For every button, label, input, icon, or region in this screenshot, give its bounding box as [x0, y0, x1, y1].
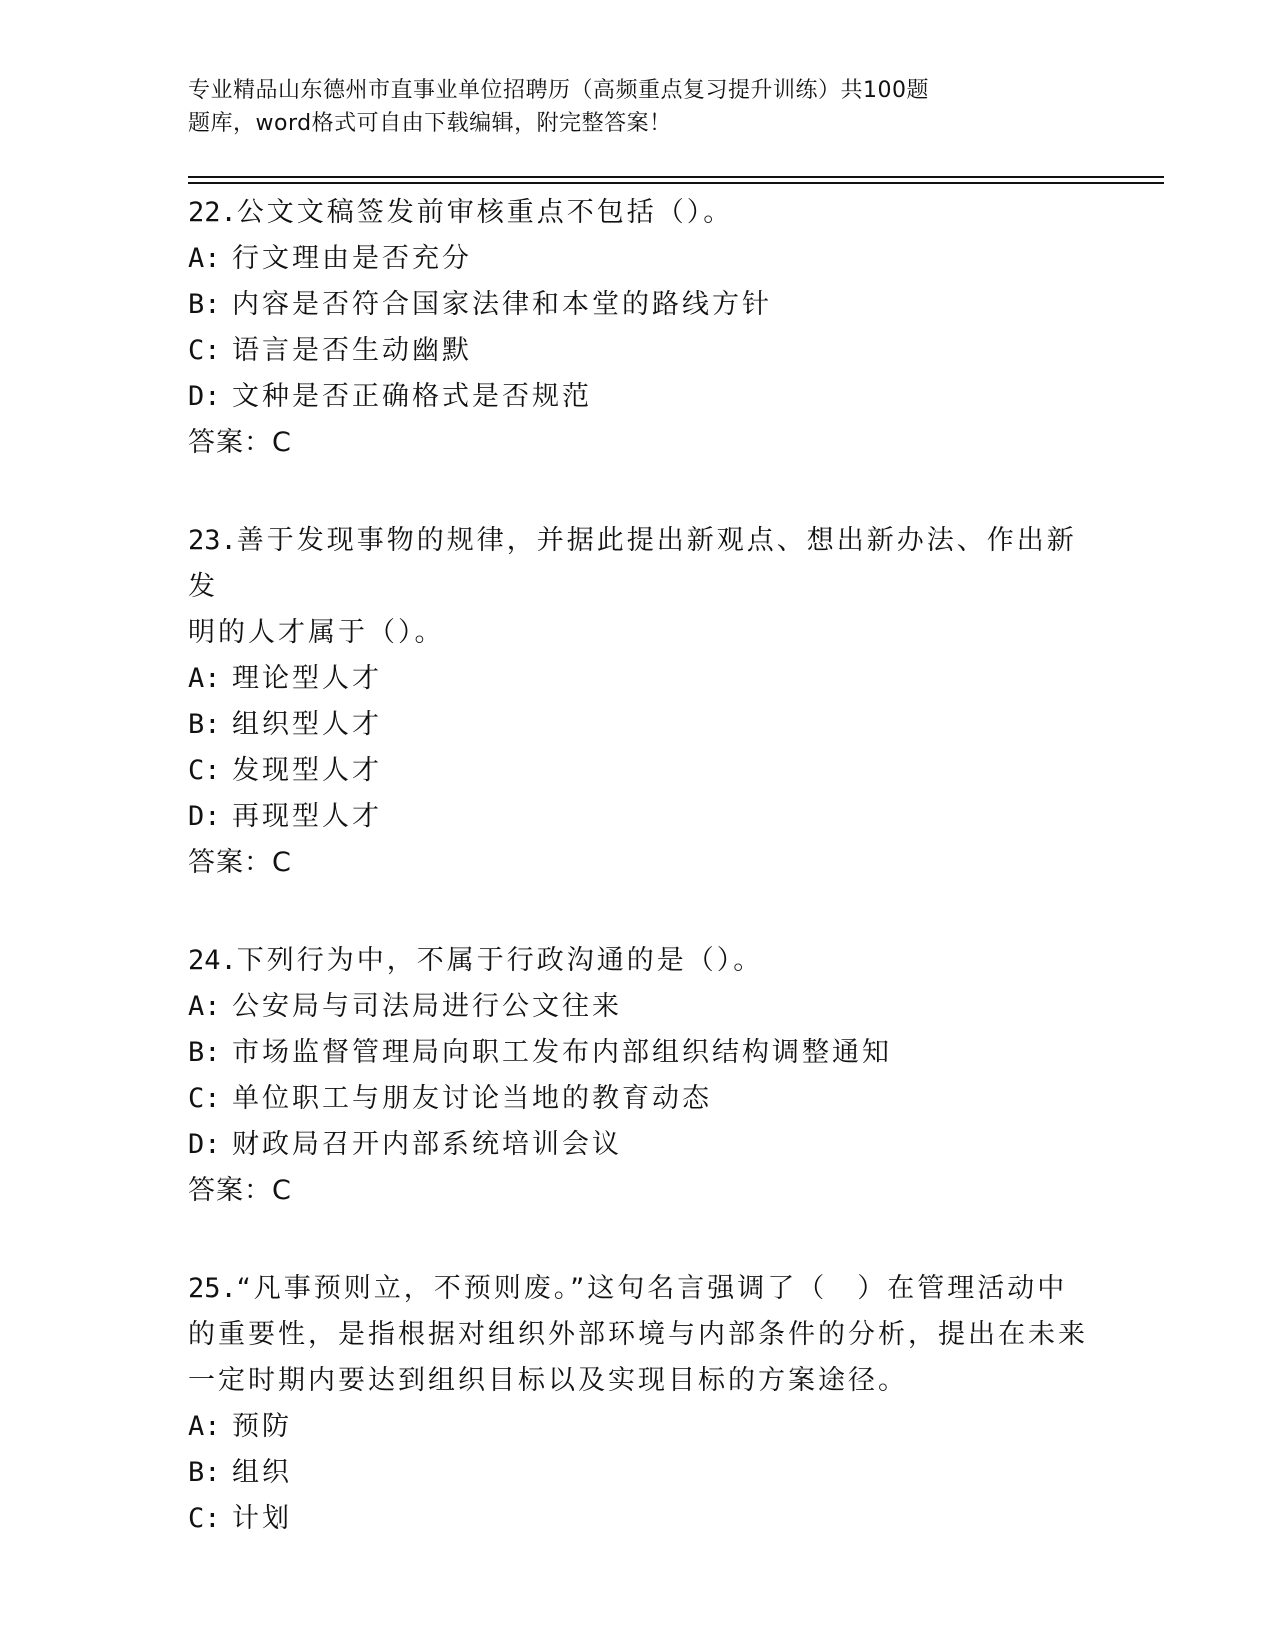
header-divider-top: [188, 176, 1164, 178]
option-text: 计划: [232, 1503, 292, 1534]
option-b: [188, 1030, 1088, 1076]
answer-line: 答案：C: [188, 847, 292, 878]
header-divider-bottom: [188, 182, 1164, 184]
option-a: [188, 236, 1088, 282]
option-c: [188, 1496, 1088, 1542]
option-d: [188, 374, 1088, 420]
option-d: [188, 794, 1088, 840]
option-key: C:: [188, 1083, 221, 1114]
option-key: C:: [188, 335, 221, 366]
option-b: [188, 702, 1088, 748]
question-text: 下列行为中，不属于行政沟通的是（）。: [236, 945, 764, 976]
option-key: B:: [188, 1457, 221, 1488]
option-a: [188, 656, 1088, 702]
option-key: B:: [188, 1037, 221, 1068]
option-key: D:: [188, 381, 221, 412]
question-number: 25.: [188, 1273, 237, 1304]
question-number: 23.: [188, 525, 237, 556]
answer-line: 答案：C: [188, 1175, 292, 1206]
question-22: [188, 190, 1088, 466]
option-text: 语言是否生动幽默: [232, 335, 472, 366]
option-b: [188, 282, 1088, 328]
question-stem-continued: 一定时期内要达到组织目标以及实现目标的方案途径。: [188, 1365, 908, 1396]
option-key: A:: [188, 1411, 221, 1442]
option-text: 财政局召开内部系统培训会议: [232, 1129, 622, 1160]
option-key: A:: [188, 243, 221, 274]
option-text: 预防: [232, 1411, 292, 1442]
option-key: A:: [188, 991, 221, 1022]
option-text: 内容是否符合国家法律和本堂的路线方针: [232, 289, 772, 320]
question-23: [188, 518, 1088, 886]
question-text: 公文文稿签发前审核重点不包括（）。: [236, 197, 734, 228]
option-key: B:: [188, 289, 221, 320]
option-text: 发现型人才: [232, 755, 382, 786]
option-d: [188, 1122, 1088, 1168]
option-c: [188, 328, 1088, 374]
option-text: 组织: [232, 1457, 292, 1488]
question-24: [188, 938, 1088, 1214]
option-a: [188, 1404, 1088, 1450]
option-text: 组织型人才: [232, 709, 382, 740]
question-text: 善于发现事物的规律，并据此提出新观点、想出新办法、作出新发: [188, 525, 1077, 602]
question-number: 22.: [188, 197, 237, 228]
option-text: 公安局与司法局进行公文往来: [232, 991, 622, 1022]
option-text: 单位职工与朋友讨论当地的教育动态: [232, 1083, 712, 1114]
option-key: A:: [188, 663, 221, 694]
option-text: 再现型人才: [232, 801, 382, 832]
question-stem: [188, 190, 1088, 236]
option-c: [188, 1076, 1088, 1122]
question-25: [188, 1266, 1088, 1542]
option-b: [188, 1450, 1088, 1496]
header-line-1: 专业精品山东德州市直事业单位招聘历（高频重点复习提升训练）共100题: [188, 78, 929, 103]
option-c: [188, 748, 1088, 794]
option-text: 理论型人才: [232, 663, 382, 694]
question-stem-continued: 的重要性，是指根据对组织外部环境与内部条件的分析，提出在未来: [188, 1319, 1088, 1350]
question-text: “凡事预则立，不预则废。”这句名言强调了（ ）在管理活动中: [236, 1273, 1068, 1304]
option-key: C:: [188, 755, 221, 786]
option-key: B:: [188, 709, 221, 740]
answer-line: 答案：C: [188, 427, 292, 458]
option-text: 文种是否正确格式是否规范: [232, 381, 592, 412]
question-stem: [188, 518, 1088, 610]
option-key: D:: [188, 1129, 221, 1160]
document-header: [188, 74, 1038, 140]
question-number: 24.: [188, 945, 237, 976]
option-text: 行文理由是否充分: [232, 243, 472, 274]
question-list: [188, 190, 1088, 1594]
option-a: [188, 984, 1088, 1030]
question-stem: [188, 1266, 1088, 1312]
question-stem-continued: 明的人才属于（）。: [188, 617, 445, 648]
question-stem: [188, 938, 1088, 984]
option-text: 市场监督管理局向职工发布内部组织结构调整通知: [232, 1037, 892, 1068]
header-line-2: 题库，word格式可自由下载编辑，附完整答案！: [188, 111, 672, 136]
option-key: C:: [188, 1503, 221, 1534]
option-key: D:: [188, 801, 221, 832]
